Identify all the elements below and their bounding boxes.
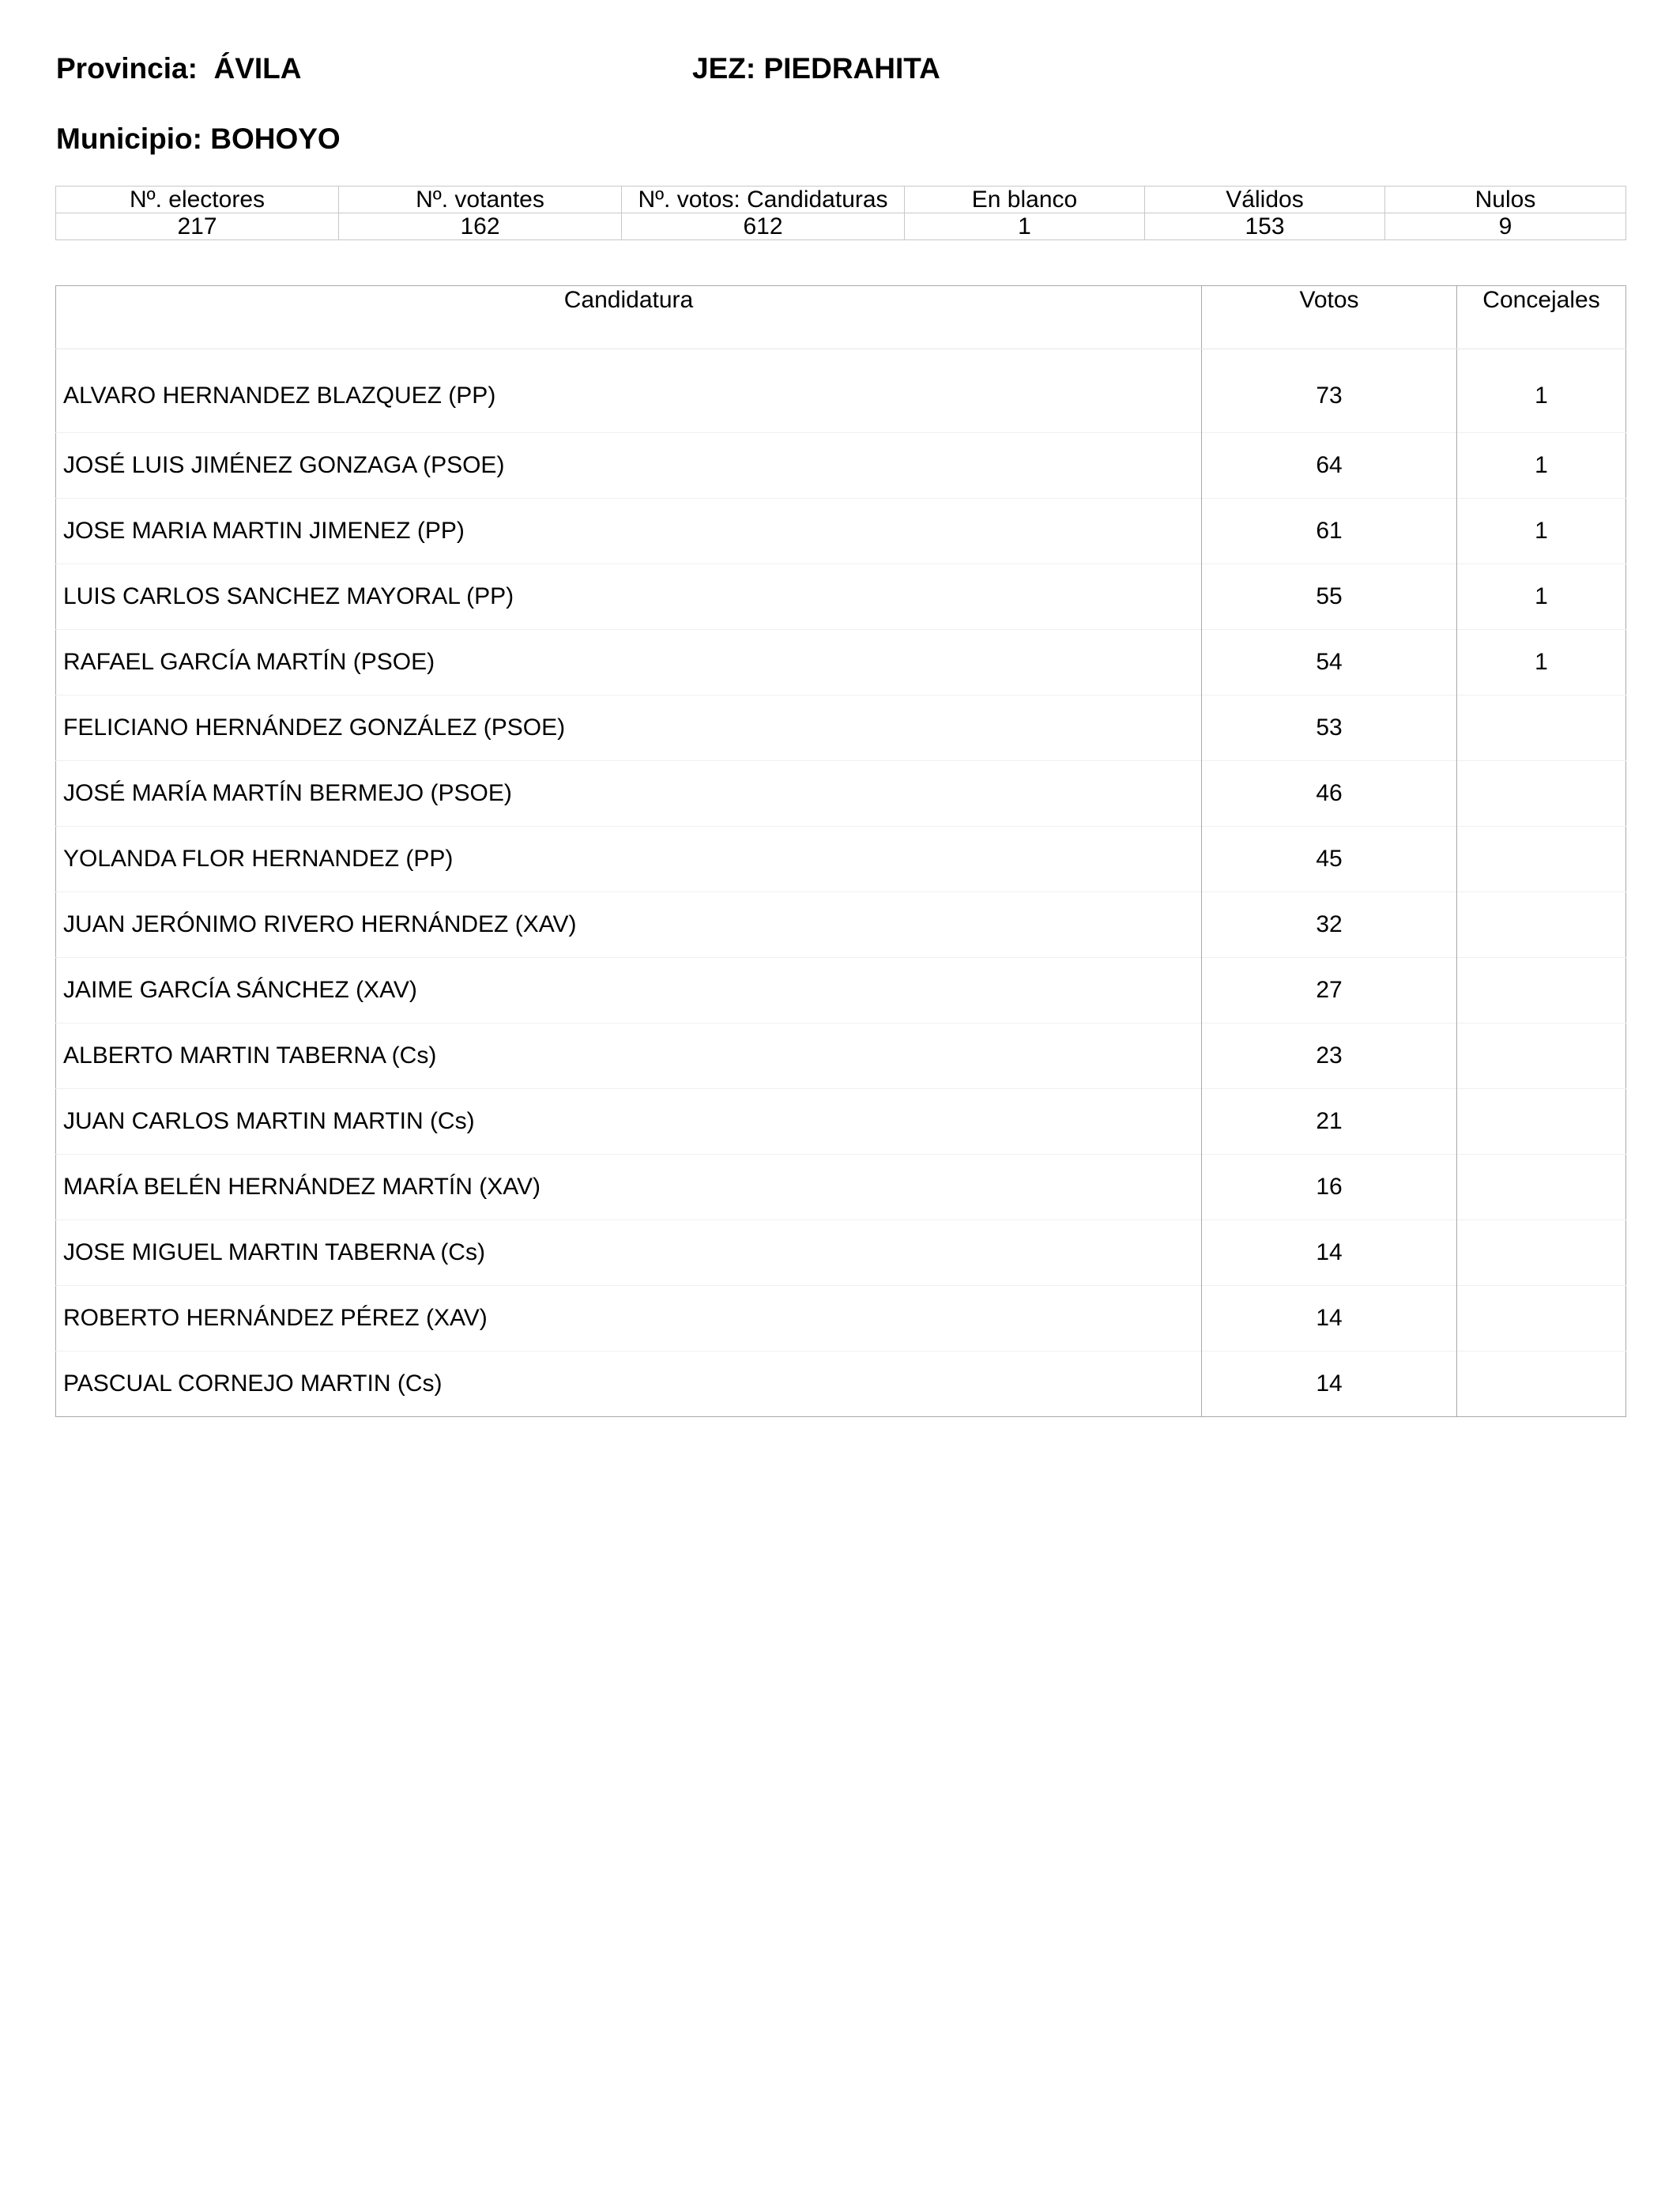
votos-cell: 23 <box>1202 1023 1457 1089</box>
concejales-cell: 1 <box>1457 630 1626 696</box>
votos-cell: 45 <box>1202 827 1457 892</box>
concejales-cell <box>1457 1286 1626 1351</box>
candidatura-cell: JOSE MIGUEL MARTIN TABERNA (Cs) <box>56 1220 1202 1286</box>
summary-header-cell: Nº. votos: Candidaturas <box>622 187 905 213</box>
concejales-cell <box>1457 696 1626 761</box>
table-row <box>56 1220 1626 1286</box>
concejales-cell <box>1457 958 1626 1023</box>
concejales-cell <box>1457 761 1626 827</box>
table-row <box>56 1023 1626 1089</box>
concejales-cell <box>1457 892 1626 958</box>
table-row <box>56 499 1626 564</box>
column-header-concejales: Concejales <box>1457 286 1626 349</box>
candidatura-cell: YOLANDA FLOR HERNANDEZ (PP) <box>56 827 1202 892</box>
candidatura-cell: JUAN JERÓNIMO RIVERO HERNÁNDEZ (XAV) <box>56 892 1202 958</box>
votos-cell: 64 <box>1202 433 1457 499</box>
summary-table <box>55 186 1626 240</box>
table-row <box>56 630 1626 696</box>
candidatura-cell: ALVARO HERNANDEZ BLAZQUEZ (PP) <box>63 382 496 409</box>
candidatura-cell: JOSÉ MARÍA MARTÍN BERMEJO (PSOE) <box>56 761 1202 827</box>
votos-cell: 54 <box>1202 630 1457 696</box>
candidatura-cell: LUIS CARLOS SANCHEZ MAYORAL (PP) <box>56 564 1202 630</box>
votos-cell: 27 <box>1202 958 1457 1023</box>
municipio-label: Municipio: <box>56 123 202 155</box>
concejales-cell <box>1457 1089 1626 1155</box>
summary-header-cell: Nº. electores <box>56 187 339 213</box>
votos-cell: 61 <box>1202 499 1457 564</box>
summary-header-cell: Válidos <box>1145 187 1385 213</box>
provincia-line <box>56 52 301 85</box>
votos-cell: 14 <box>1202 1220 1457 1286</box>
jez-label: JEZ: <box>692 52 756 85</box>
summary-value-cell: 153 <box>1145 213 1385 240</box>
summary-header-cell: Nº. votantes <box>339 187 622 213</box>
concejales-cell <box>1457 1155 1626 1220</box>
summary-value-cell: 217 <box>56 213 339 240</box>
table-row <box>56 892 1626 958</box>
votos-cell: 16 <box>1202 1155 1457 1220</box>
candidatura-cell: PASCUAL CORNEJO MARTIN (Cs) <box>56 1351 1202 1417</box>
votos-cell: 53 <box>1202 696 1457 761</box>
table-row <box>56 1155 1626 1220</box>
concejales-cell: 1 <box>1457 349 1626 433</box>
candidatura-cell: JOSE MARIA MARTIN JIMENEZ (PP) <box>56 499 1202 564</box>
votos-cell: 14 <box>1202 1286 1457 1351</box>
table-row <box>56 564 1626 630</box>
concejales-cell <box>1457 1351 1626 1417</box>
table-row <box>56 1351 1626 1417</box>
concejales-cell: 1 <box>1457 564 1626 630</box>
jez-line <box>692 52 940 85</box>
concejales-cell: 1 <box>1457 499 1626 564</box>
candidatura-cell: JOSÉ LUIS JIMÉNEZ GONZAGA (PSOE) <box>56 433 1202 499</box>
summary-value-cell: 1 <box>905 213 1145 240</box>
table-row <box>56 349 1626 433</box>
table-row <box>56 958 1626 1023</box>
provincia-value: ÁVILA <box>213 52 302 85</box>
candidatura-cell: RAFAEL GARCÍA MARTÍN (PSOE) <box>56 630 1202 696</box>
candidatura-cell: FELICIANO HERNÁNDEZ GONZÁLEZ (PSOE) <box>56 696 1202 761</box>
table-row <box>56 1089 1626 1155</box>
column-header-candidatura: Candidatura <box>56 286 1202 349</box>
summary-value-row <box>56 213 1626 240</box>
summary-header-cell: En blanco <box>905 187 1145 213</box>
municipio-value: BOHOYO <box>210 123 341 155</box>
jez-value: PIEDRAHITA <box>763 52 940 85</box>
votos-cell: 55 <box>1202 564 1457 630</box>
concejales-cell <box>1457 827 1626 892</box>
candidatura-cell: ROBERTO HERNÁNDEZ PÉREZ (XAV) <box>56 1286 1202 1351</box>
municipio-line <box>56 123 341 156</box>
votos-cell: 46 <box>1202 761 1457 827</box>
summary-value-cell: 162 <box>339 213 622 240</box>
results-table <box>55 285 1626 1417</box>
candidatura-cell: JUAN CARLOS MARTIN MARTIN (Cs) <box>56 1089 1202 1155</box>
votos-cell: 21 <box>1202 1089 1457 1155</box>
candidatura-cell: ALBERTO MARTIN TABERNA (Cs) <box>56 1023 1202 1089</box>
votos-cell: 73 <box>1202 349 1457 433</box>
table-row <box>56 433 1626 499</box>
provincia-label: Provincia: <box>56 52 198 85</box>
table-row <box>56 761 1626 827</box>
candidatura-cell: MARÍA BELÉN HERNÁNDEZ MARTÍN (XAV) <box>56 1155 1202 1220</box>
votos-cell: 14 <box>1202 1351 1457 1417</box>
concejales-cell <box>1457 1023 1626 1089</box>
concejales-cell: 1 <box>1457 433 1626 499</box>
concejales-cell <box>1457 1220 1626 1286</box>
summary-header-cell: Nulos <box>1385 187 1626 213</box>
votos-cell: 32 <box>1202 892 1457 958</box>
results-header-row <box>56 286 1626 349</box>
summary-value-cell: 9 <box>1385 213 1626 240</box>
candidatura-cell: JAIME GARCÍA SÁNCHEZ (XAV) <box>56 958 1202 1023</box>
summary-value-cell: 612 <box>622 213 905 240</box>
table-row <box>56 827 1626 892</box>
column-header-votos: Votos <box>1202 286 1457 349</box>
table-row <box>56 696 1626 761</box>
table-row <box>56 1286 1626 1351</box>
summary-header-row <box>56 187 1626 213</box>
